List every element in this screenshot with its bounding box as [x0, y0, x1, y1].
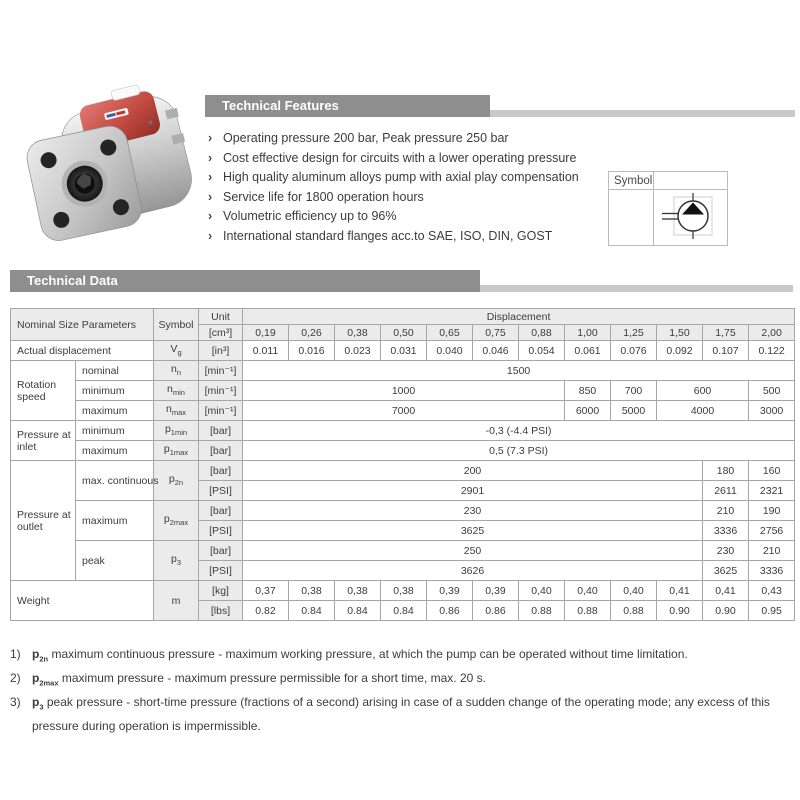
unit-cell: [min⁻¹]	[199, 401, 243, 421]
group-label: Rotation speed	[11, 361, 76, 421]
value-cell: 250	[243, 541, 703, 561]
value-cell: 0,40	[611, 581, 657, 601]
symbol-header: Symbol	[154, 309, 199, 341]
value-cell: 0,41	[657, 581, 703, 601]
value-cell: 0.122	[749, 341, 795, 361]
footnote	[10, 669, 794, 693]
value-cell: 0.84	[289, 601, 335, 621]
value-cell: 0.84	[381, 601, 427, 621]
value-cell: 6000	[565, 401, 611, 421]
symbol-cell	[654, 190, 728, 246]
value-cell: 0.054	[519, 341, 565, 361]
technical-features-header	[205, 95, 795, 117]
value-cell: 0.95	[749, 601, 795, 621]
value-cell: 4000	[657, 401, 749, 421]
value-cell: 230	[703, 541, 749, 561]
hydraulic-pump-symbol-icon	[655, 190, 727, 242]
value-cell: 3336	[749, 561, 795, 581]
unit-header: Unit	[199, 309, 243, 325]
value-cell: 1000	[243, 381, 565, 401]
symbol-cell: $n_{max}$	[154, 401, 199, 421]
value-cell: 0.84	[335, 601, 381, 621]
gear-pump-image	[16, 72, 201, 242]
corner-header: Nominal Size Parameters	[11, 309, 154, 341]
value-cell: 0.88	[565, 601, 611, 621]
value-cell: 0,38	[381, 581, 427, 601]
footnote-text: $p_{2max}$ maximum pressure - maximum pressure permissible for a short time, max. 20 s.	[32, 670, 486, 688]
footnote-marker: 1)	[10, 647, 21, 661]
feature-text: Operating pressure 200 bar, Peak pressure 250 bar	[223, 131, 509, 145]
value-cell: 0,37	[243, 581, 289, 601]
unit-cell: [min⁻¹]	[199, 361, 243, 381]
value-cell: 0.86	[427, 601, 473, 621]
value-cell: 190	[749, 501, 795, 521]
symbol-cell: $p_{1max}$	[154, 441, 199, 461]
row-label: peak	[76, 541, 154, 581]
value-cell: 0.90	[703, 601, 749, 621]
size-cell: 0,26	[289, 325, 335, 341]
unit-cell: [bar]	[199, 461, 243, 481]
row-label: maximum	[76, 441, 154, 461]
bullet-icon: ›	[208, 209, 213, 223]
symbol-cell: $n_{min}$	[154, 381, 199, 401]
value-cell: 0.040	[427, 341, 473, 361]
product-photo	[16, 72, 201, 242]
footnote	[10, 693, 794, 736]
footnote-marker: 2)	[10, 670, 21, 685]
header-tail-line	[480, 285, 793, 292]
table-row	[11, 341, 795, 361]
size-cell: 1,00	[565, 325, 611, 341]
value-cell: 3336	[703, 521, 749, 541]
feature-text: Volumetric efficiency up to 96%	[223, 209, 397, 223]
technical-data-table	[10, 308, 795, 621]
value-cell: 210	[749, 541, 795, 561]
value-cell: 0.88	[611, 601, 657, 621]
unit-cell: [cm³]	[199, 325, 243, 341]
size-cell: 0,38	[335, 325, 381, 341]
symbol-cell: $p_{2max}$	[154, 501, 199, 541]
value-cell: 0.011	[243, 341, 289, 361]
row-label: minimum	[76, 381, 154, 401]
size-cell: 0,65	[427, 325, 473, 341]
displacement-header: Displacement	[243, 309, 795, 325]
list-item	[208, 207, 628, 227]
list-item	[208, 168, 628, 188]
unit-cell: [PSI]	[199, 561, 243, 581]
table-row	[11, 461, 795, 481]
value-cell: 2611	[703, 481, 749, 501]
unit-cell: [bar]	[199, 501, 243, 521]
size-cell: 0,50	[381, 325, 427, 341]
unit-cell: [kg]	[199, 581, 243, 601]
group-label: Pressure at inlet	[11, 421, 76, 461]
size-cell: 2,00	[749, 325, 795, 341]
table-row	[11, 581, 795, 601]
table-row	[11, 541, 795, 561]
value-cell: 5000	[611, 401, 657, 421]
size-cell: 1,25	[611, 325, 657, 341]
feature-text: Service life for 1800 operation hours	[223, 189, 424, 204]
value-cell: 0.031	[381, 341, 427, 361]
bullet-icon: ›	[208, 150, 213, 165]
feature-text: High quality aluminum alloys pump with axial play compensation	[223, 170, 579, 184]
row-label: Weight	[11, 581, 154, 621]
row-label: nominal	[76, 361, 154, 381]
technical-features-title: Technical Features	[205, 95, 490, 117]
technical-data-title: Technical Data	[10, 270, 480, 292]
unit-cell: [PSI]	[199, 481, 243, 501]
value-cell: 3625	[243, 521, 703, 541]
table-row	[11, 381, 795, 401]
value-cell: 160	[749, 461, 795, 481]
symbol-box-header-empty	[654, 172, 728, 190]
symbol-box	[608, 171, 728, 246]
unit-cell: [PSI]	[199, 521, 243, 541]
list-item	[208, 149, 628, 169]
value-cell: 0.82	[243, 601, 289, 621]
bullet-icon: ›	[208, 189, 213, 204]
footnote-symbol: $p_3$	[32, 694, 44, 712]
footnotes	[10, 645, 794, 736]
symbol-cell: $p_3$	[154, 541, 199, 581]
bullet-icon: ›	[208, 131, 213, 145]
unit-cell: [min⁻¹]	[199, 381, 243, 401]
symbol-cell: $V_g$	[154, 341, 199, 361]
value-cell: 230	[243, 501, 703, 521]
value-cell: 2901	[243, 481, 703, 501]
unit-cell: [bar]	[199, 421, 243, 441]
technical-features-list	[208, 129, 628, 246]
value-cell: 0,38	[289, 581, 335, 601]
bullet-icon: ›	[208, 170, 213, 184]
footnote-marker: 3)	[10, 694, 21, 709]
value-cell: 200	[243, 461, 703, 481]
value-cell: 850	[565, 381, 611, 401]
header-tail-line	[490, 110, 795, 117]
value-cell: 0,39	[427, 581, 473, 601]
value-cell: 600	[657, 381, 749, 401]
value-cell: 0,38	[335, 581, 381, 601]
value-cell: 0.86	[473, 601, 519, 621]
symbol-box-title: Symbol	[609, 172, 654, 190]
value-cell: 0.88	[519, 601, 565, 621]
unit-cell: [bar]	[199, 441, 243, 461]
size-cell: 1,75	[703, 325, 749, 341]
footnote	[10, 645, 794, 669]
value-cell: 1500	[243, 361, 795, 381]
table-row	[11, 401, 795, 421]
bullet-icon: ›	[208, 228, 213, 243]
table-row	[11, 441, 795, 461]
footnote-symbol: $p_{2max}$	[32, 670, 59, 688]
value-cell: 500	[749, 381, 795, 401]
list-item	[208, 188, 628, 208]
row-label: max. continuous	[76, 461, 154, 501]
value-cell: 0,39	[473, 581, 519, 601]
group-label: Pressure at outlet	[11, 461, 76, 581]
value-cell: 0.023	[335, 341, 381, 361]
technical-data-header	[10, 270, 793, 292]
value-cell: 210	[703, 501, 749, 521]
feature-text: International standard flanges acc.to SAE, ISO, DIN, GOST	[223, 228, 553, 243]
symbol-cell: $p_{1min}$	[154, 421, 199, 441]
table-row	[11, 361, 795, 381]
value-cell: 0.061	[565, 341, 611, 361]
footnote-text: $p_3$ peak pressure - short-time pressure (fractions of a second) arising in case of a sudden change of the operating mode; any excess of this pressure during operation is impermissible.	[32, 694, 770, 733]
value-cell: 0.092	[657, 341, 703, 361]
value-cell: 7000	[243, 401, 565, 421]
unit-cell: [in³]	[199, 341, 243, 361]
value-cell: 0.046	[473, 341, 519, 361]
size-cell: 0,19	[243, 325, 289, 341]
symbol-cell: $p_{2n}$	[154, 461, 199, 501]
symbol-cell: $n_n$	[154, 361, 199, 381]
value-cell: 700	[611, 381, 657, 401]
table-header-row	[11, 309, 795, 325]
footnote-symbol: $p_{2n}$	[32, 647, 49, 664]
value-cell: 0,40	[565, 581, 611, 601]
value-cell: 0.016	[289, 341, 335, 361]
value-cell: 0,40	[519, 581, 565, 601]
value-cell: 3000	[749, 401, 795, 421]
row-label: maximum	[76, 501, 154, 541]
value-cell: 0,5 (7.3 PSI)	[243, 441, 795, 461]
row-label: minimum	[76, 421, 154, 441]
symbol-cell: m	[154, 581, 199, 621]
value-cell: 3626	[243, 561, 703, 581]
list-item	[208, 129, 628, 149]
size-cell: 1,50	[657, 325, 703, 341]
value-cell: 2756	[749, 521, 795, 541]
value-cell: 0,41	[703, 581, 749, 601]
symbol-box-empty-cell	[609, 190, 654, 246]
feature-text: Cost effective design for circuits with a lower operating pressure	[223, 150, 577, 165]
value-cell: 0.107	[703, 341, 749, 361]
value-cell: 180	[703, 461, 749, 481]
value-cell: -0,3 (-4.4 PSI)	[243, 421, 795, 441]
unit-cell: [bar]	[199, 541, 243, 561]
unit-cell: [lbs]	[199, 601, 243, 621]
value-cell: 0,43	[749, 581, 795, 601]
size-cell: 0,75	[473, 325, 519, 341]
value-cell: 2321	[749, 481, 795, 501]
value-cell: 0.90	[657, 601, 703, 621]
row-label: maximum	[76, 401, 154, 421]
table-row	[11, 421, 795, 441]
table-row	[11, 501, 795, 521]
value-cell: 3625	[703, 561, 749, 581]
row-label: Actual displacement	[11, 341, 154, 361]
value-cell: 0.076	[611, 341, 657, 361]
size-cell: 0,88	[519, 325, 565, 341]
footnote-text: $p_{2n}$ maximum continuous pressure - maximum working pressure, at which the pump can be operated without time limitation.	[32, 647, 688, 664]
list-item	[208, 227, 628, 247]
